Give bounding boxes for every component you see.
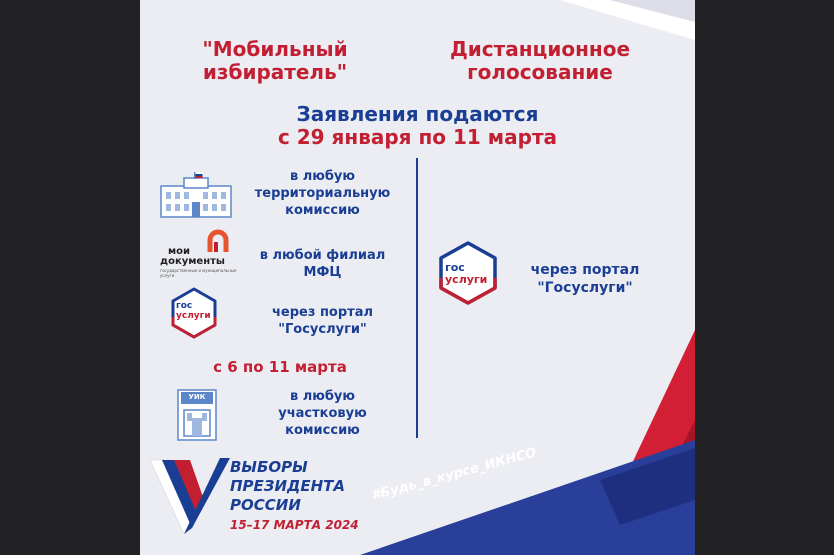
- government-building-icon: [160, 172, 232, 218]
- election-v-mark-icon: [148, 456, 232, 538]
- left-title: "Мобильный избиратель": [202, 37, 348, 84]
- election-logo-line-1: ВЫБОРЫ: [230, 458, 308, 476]
- right-gos-word: гос: [445, 261, 465, 274]
- right-title: Дистанционное голосование: [449, 37, 631, 84]
- period-line-2: с 29 января по 11 марта: [277, 125, 558, 149]
- uik-item-text: в любую участковую комиссию: [278, 389, 367, 438]
- left-item-3-text: через портал "Госуслуги": [272, 305, 373, 337]
- period-line-1: Заявления подаются: [296, 102, 539, 126]
- second-period: с 6 по 11 марта: [213, 358, 347, 376]
- hashtag: #Будь_в_курсе_ИКНСО: [370, 445, 539, 504]
- left-item-2-text: в любой филиал МФЦ: [259, 248, 386, 280]
- gosuslugi-logo: [168, 287, 220, 339]
- column-divider: [416, 158, 418, 438]
- gos-word: гос: [176, 301, 193, 311]
- moi-dokumenty-subtext: государственные и муниципальные услуги: [160, 268, 237, 278]
- right-gosuslugi-logo: [436, 240, 500, 306]
- infographic-card: [140, 0, 695, 555]
- right-item-text: через портал "Госуслуги": [530, 262, 640, 296]
- election-logo-line-3: РОССИИ: [230, 496, 301, 514]
- election-logo-dates: 15–17 МАРТА 2024: [230, 518, 359, 532]
- uik-sign: УИК: [188, 393, 206, 401]
- uik-building-icon: [176, 386, 218, 442]
- dokumenty-word: документы: [160, 256, 225, 267]
- moi-dokumenty-logo: [158, 228, 238, 282]
- moi-dokumenty-mark-icon: [206, 228, 230, 254]
- uslugi-word: услуги: [176, 311, 211, 321]
- election-logo-line-2: ПРЕЗИДЕНТА: [230, 477, 346, 495]
- right-uslugi-word: услуги: [445, 273, 488, 286]
- moi-word: мои: [168, 246, 191, 257]
- left-item-1-text: в любую территориальную комиссию: [254, 169, 391, 218]
